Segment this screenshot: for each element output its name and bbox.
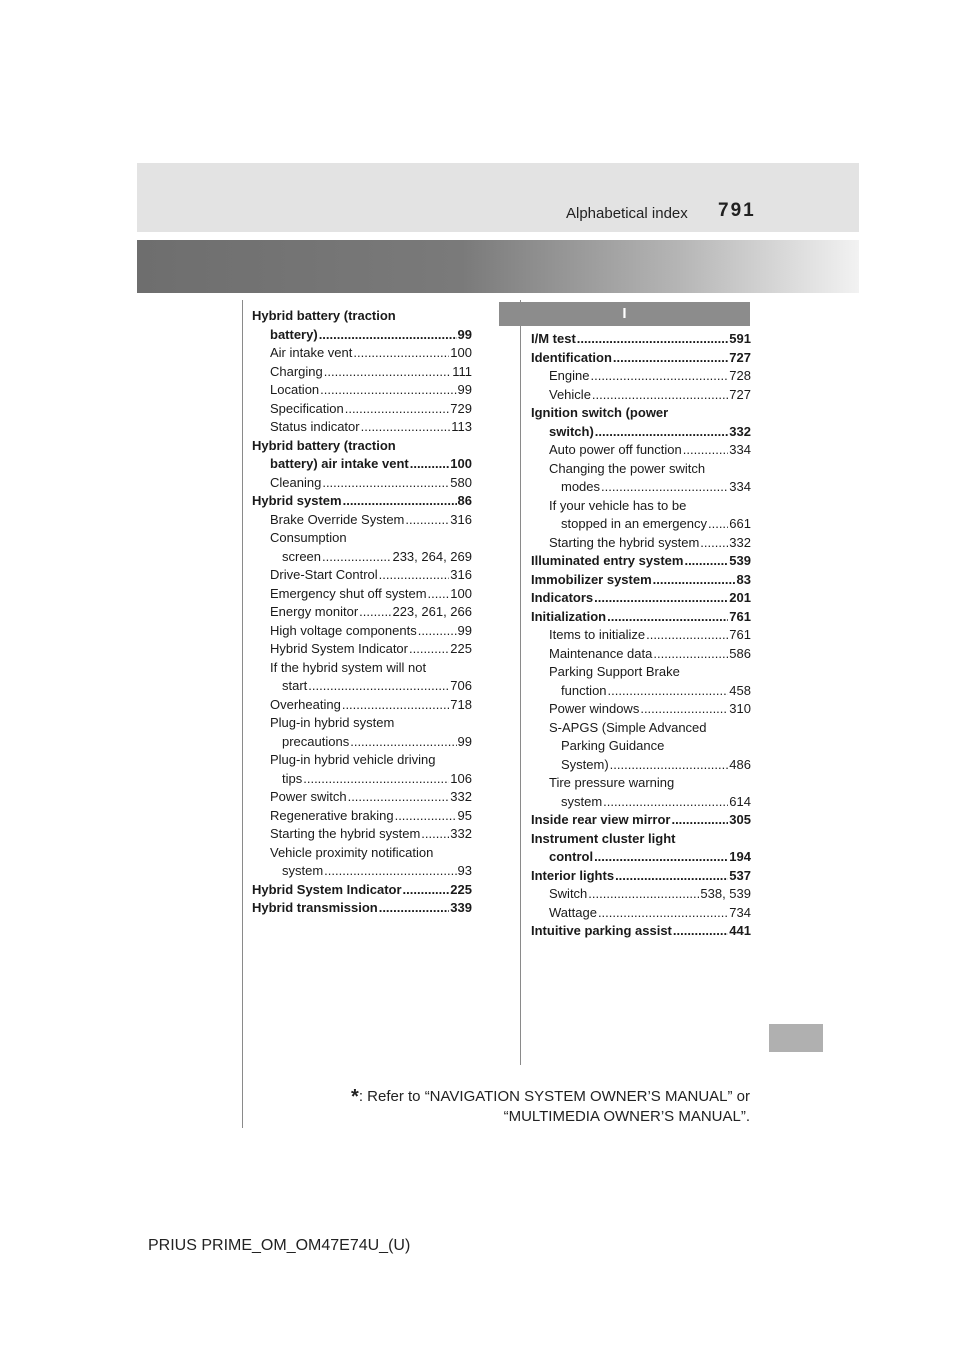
- footnote-line-2: “MULTIMEDIA OWNER’S MANUAL”.: [503, 1108, 750, 1125]
- index-entry-page: 538, 539: [700, 886, 751, 901]
- index-leader-dots: [319, 326, 457, 345]
- index-entry-term: Starting the hybrid system: [270, 826, 421, 841]
- index-entry-term: Hybrid battery (traction: [252, 437, 396, 453]
- index-entry-term: Inside rear view mirror: [531, 812, 671, 827]
- index-entry-term: Changing the power switch: [549, 460, 706, 476]
- index-entry-page: 761: [729, 608, 751, 624]
- index-leader-dots: [577, 330, 729, 349]
- index-leader-dots: [590, 367, 728, 386]
- index-entry: [531, 386, 751, 405]
- index-entry-page: 86: [457, 493, 472, 508]
- index-leader-dots: [403, 881, 450, 900]
- index-entry-page: 310: [729, 701, 751, 716]
- index-letter-header: I: [499, 302, 750, 326]
- index-leader-dots: [395, 807, 457, 826]
- index-entry: [252, 696, 472, 715]
- index-entry: [531, 645, 751, 664]
- index-entry-term: I/M test: [531, 331, 576, 346]
- index-entry-page: 458: [729, 682, 751, 698]
- index-entry: [252, 566, 472, 585]
- index-entry-page: 441: [729, 923, 751, 938]
- index-entry: [252, 862, 472, 881]
- index-entry-page: 332: [450, 826, 472, 841]
- index-entry-page: 761: [729, 627, 751, 642]
- index-entry-term: function: [561, 682, 607, 698]
- index-entry-term: Items to initialize: [549, 627, 646, 642]
- index-entry: [252, 640, 472, 659]
- index-entry-page: 106: [450, 770, 472, 786]
- index-entry-term: Hybrid System Indicator: [270, 641, 408, 656]
- index-entry-term: Identification: [531, 349, 612, 365]
- index-entry-term: Intuitive parking assist: [531, 923, 672, 938]
- index-entry-term: Drive-Start Control: [270, 567, 378, 582]
- index-leader-dots: [671, 811, 728, 830]
- index-entry-term: Hybrid system: [252, 493, 342, 508]
- index-entry-page: 316: [450, 567, 472, 582]
- index-entry-term: Brake Override System: [270, 511, 405, 527]
- index-entry-page: 99: [457, 326, 472, 342]
- index-entry: [531, 793, 751, 812]
- index-entry-page: 83: [736, 571, 751, 587]
- index-entry: [252, 548, 472, 567]
- index-entry: [252, 807, 472, 826]
- chapter-banner: [137, 240, 859, 293]
- index-entry-term: Parking Support Brake: [549, 664, 680, 679]
- index-entry-term: Hybrid battery (traction: [252, 308, 396, 323]
- index-entry: [531, 367, 751, 386]
- index-leader-dots: [684, 552, 728, 571]
- index-leader-dots: [615, 867, 728, 886]
- index-entry: [531, 867, 751, 886]
- index-entry-page: 728: [729, 368, 751, 383]
- index-entry: [252, 400, 472, 419]
- index-leader-dots: [592, 386, 728, 405]
- index-entry-page: 99: [457, 622, 472, 638]
- index-entry: [252, 529, 472, 548]
- index-entry-term: Wattage: [549, 904, 597, 920]
- index-leader-dots: [594, 848, 728, 867]
- index-leader-dots: [410, 455, 450, 474]
- index-entry-term: Emergency shut off system: [270, 585, 427, 601]
- index-entry-term: tips: [282, 770, 303, 786]
- index-leader-dots: [683, 441, 729, 460]
- index-entry: [531, 922, 751, 941]
- index-entry-term: Starting the hybrid system: [549, 534, 700, 550]
- index-entry-term: switch): [549, 423, 594, 439]
- index-entry-term: Vehicle proximity notification: [270, 844, 434, 860]
- index-leader-dots: [421, 825, 449, 844]
- index-leader-dots: [353, 344, 449, 363]
- index-entry-page: 99: [457, 733, 472, 749]
- index-entry: [531, 330, 751, 349]
- index-leader-dots: [320, 381, 456, 400]
- index-entry-page: 305: [729, 812, 751, 827]
- index-leader-dots: [322, 474, 449, 493]
- index-entry: [531, 885, 751, 904]
- index-entry-term: Location: [270, 382, 320, 397]
- index-entry: [252, 622, 472, 641]
- index-entry-page: 591: [729, 331, 751, 346]
- index-entry-term: System): [561, 756, 609, 772]
- index-entry-term: Hybrid transmission: [252, 900, 378, 915]
- footnote-text-1: : Refer to “NAVIGATION SYSTEM OWNER’S MANUAL” or: [358, 1088, 750, 1105]
- index-column-left: [252, 307, 472, 918]
- index-leader-dots: [613, 349, 728, 368]
- index-entry-page: 614: [729, 793, 751, 809]
- index-entry: [531, 737, 751, 756]
- index-entry-term: Regenerative braking: [270, 807, 394, 823]
- index-entry-term: system: [282, 863, 324, 878]
- index-leader-dots: [303, 770, 449, 789]
- index-entry-term: Initialization: [531, 608, 607, 624]
- index-leader-dots: [379, 566, 450, 585]
- index-entry: [531, 756, 751, 775]
- index-entry: [252, 603, 472, 622]
- section-title: Alphabetical index: [566, 205, 688, 222]
- index-leader-dots: [610, 756, 729, 775]
- index-entry-page: 727: [729, 349, 751, 365]
- index-entry-page: 93: [457, 863, 472, 878]
- index-entry-term: Charging: [270, 363, 323, 379]
- index-entry: [252, 492, 472, 511]
- index-entry-term: Auto power off function: [549, 442, 682, 457]
- index-entry-term: Switch: [549, 886, 588, 901]
- index-entry-page: 486: [729, 756, 751, 772]
- index-entry-page: 111: [452, 363, 472, 379]
- index-entry-term: Air intake vent: [270, 345, 353, 360]
- index-entry: [252, 899, 472, 918]
- index-entry: [531, 904, 751, 923]
- index-entry-page: 201: [729, 590, 751, 605]
- index-entry-page: 580: [450, 474, 472, 490]
- index-entry-page: 718: [450, 696, 472, 712]
- index-leader-dots: [324, 862, 456, 881]
- index-entry-term: battery) air intake vent: [270, 456, 409, 471]
- index-entry-term: Cleaning: [270, 474, 322, 490]
- index-leader-dots: [598, 904, 728, 923]
- index-entry-term: Maintenance data: [549, 645, 653, 661]
- index-leader-dots: [640, 700, 728, 719]
- index-entry: [531, 349, 751, 368]
- index-entry-page: 734: [729, 904, 751, 920]
- index-entry: [252, 511, 472, 530]
- index-entry: [252, 788, 472, 807]
- index-entry-term: Power switch: [270, 789, 347, 804]
- index-entry-term: control: [549, 849, 594, 864]
- index-leader-dots: [601, 478, 728, 497]
- index-entry-term: Interior lights: [531, 867, 615, 883]
- index-entry-page: 334: [729, 479, 751, 494]
- index-entry: [531, 497, 751, 516]
- index-leader-dots: [359, 603, 391, 622]
- index-entry-page: 233, 264, 269: [392, 548, 472, 564]
- index-leader-dots: [708, 515, 728, 534]
- index-entry-term: battery): [270, 326, 318, 342]
- index-entry-term: Overheating: [270, 696, 341, 712]
- index-entry-term: Illuminated entry system: [531, 553, 684, 568]
- index-leader-dots: [308, 677, 449, 696]
- index-entry: [252, 677, 472, 696]
- index-entry: [252, 751, 472, 770]
- index-leader-dots: [653, 645, 728, 664]
- index-entry-term: modes: [561, 479, 601, 494]
- index-leader-dots: [345, 400, 450, 419]
- index-entry-page: 225: [450, 641, 472, 656]
- index-entry: [531, 663, 751, 682]
- index-entry: [252, 326, 472, 345]
- index-leader-dots: [350, 733, 456, 752]
- index-entry: [531, 774, 751, 793]
- index-entry-term: stopped in an emergency: [561, 516, 707, 531]
- index-entry-page: 100: [450, 345, 472, 360]
- index-entry: [252, 381, 472, 400]
- index-entry: [531, 811, 751, 830]
- index-leader-dots: [428, 585, 450, 604]
- page-number: 791: [718, 200, 756, 221]
- index-entry: [252, 437, 472, 456]
- index-leader-dots: [700, 534, 728, 553]
- index-entry-term: Vehicle: [549, 386, 591, 402]
- index-entry-term: Power windows: [549, 701, 640, 716]
- index-entry-term: Immobilizer system: [531, 571, 652, 587]
- index-entry: [252, 344, 472, 363]
- index-entry: [531, 682, 751, 701]
- footnote: [351, 1087, 750, 1127]
- index-entry-page: 332: [450, 789, 472, 804]
- index-entry-term: Plug-in hybrid system: [270, 715, 395, 730]
- index-leader-dots: [324, 363, 451, 382]
- index-leader-dots: [607, 608, 728, 627]
- index-leader-dots: [595, 423, 729, 442]
- index-leader-dots: [322, 548, 391, 567]
- index-entry-term: Instrument cluster light: [531, 830, 676, 846]
- index-entry: [252, 770, 472, 789]
- index-column-right: [531, 330, 751, 941]
- index-entry: [531, 478, 751, 497]
- index-entry: [252, 844, 472, 863]
- index-entry: [531, 423, 751, 442]
- index-entry-page: 706: [450, 678, 472, 693]
- index-entry-page: 316: [450, 511, 472, 527]
- index-entry: [531, 460, 751, 479]
- index-entry: [531, 848, 751, 867]
- index-entry-term: Indicators: [531, 590, 594, 605]
- index-entry: [531, 534, 751, 553]
- footnote-marker: *: [351, 1086, 359, 1108]
- index-entry-page: 95: [457, 807, 472, 823]
- index-entry-term: start: [282, 678, 308, 693]
- index-entry-term: Parking Guidance: [561, 738, 665, 753]
- index-entry: [252, 363, 472, 382]
- index-entry-term: Hybrid System Indicator: [252, 881, 402, 897]
- index-entry: [531, 719, 751, 738]
- index-entry-page: 586: [729, 645, 751, 661]
- index-entry-term: If the hybrid system will not: [270, 659, 427, 675]
- index-leader-dots: [603, 793, 728, 812]
- index-entry-term: Plug-in hybrid vehicle driving: [270, 752, 436, 767]
- index-entry-page: 225: [450, 881, 472, 897]
- index-entry-page: 339: [450, 900, 472, 915]
- index-entry: [531, 608, 751, 627]
- index-entry: [531, 552, 751, 571]
- index-leader-dots: [348, 788, 450, 807]
- index-entry-term: S-APGS (Simple Advanced: [549, 719, 707, 735]
- index-entry: [531, 441, 751, 460]
- index-leader-dots: [379, 899, 450, 918]
- index-leader-dots: [588, 885, 699, 904]
- index-entry-page: 537: [729, 867, 751, 883]
- index-entry: [252, 455, 472, 474]
- footnote-line-1: [351, 1087, 750, 1107]
- index-entry: [531, 515, 751, 534]
- index-entry-page: 727: [729, 386, 751, 402]
- index-entry-term: If your vehicle has to be: [549, 497, 687, 513]
- index-entry: [252, 418, 472, 437]
- index-entry: [531, 589, 751, 608]
- index-leader-dots: [409, 640, 449, 659]
- index-entry-term: High voltage components: [270, 622, 417, 638]
- index-leader-dots: [653, 571, 736, 590]
- index-entry-page: 100: [450, 456, 472, 471]
- index-entry-page: 661: [729, 516, 751, 531]
- index-leader-dots: [673, 922, 728, 941]
- index-entry: [252, 659, 472, 678]
- index-entry: [531, 626, 751, 645]
- index-entry: [252, 585, 472, 604]
- index-entry: [252, 733, 472, 752]
- index-entry-page: 539: [729, 553, 751, 568]
- index-entry-page: 729: [450, 400, 472, 416]
- index-entry-term: screen: [282, 548, 322, 564]
- index-entry-term: Engine: [549, 368, 590, 383]
- index-entry-term: Status indicator: [270, 419, 360, 434]
- index-entry-page: 334: [729, 442, 751, 457]
- index-leader-dots: [342, 696, 449, 715]
- document-code: PRIUS PRIME_OM_OM47E74U_(U): [148, 1237, 411, 1254]
- index-entry-page: 194: [729, 849, 751, 864]
- index-entry-term: Tire pressure warning: [549, 775, 675, 790]
- index-entry: [531, 830, 751, 849]
- index-entry-page: 113: [451, 419, 472, 434]
- index-leader-dots: [343, 492, 457, 511]
- index-entry: [531, 700, 751, 719]
- index-leader-dots: [608, 682, 729, 701]
- index-leader-dots: [405, 511, 449, 530]
- index-entry: [531, 404, 751, 423]
- index-entry: [252, 307, 472, 326]
- index-entry-page: 99: [457, 382, 472, 397]
- column-divider-middle: [520, 300, 521, 1065]
- index-entry-term: precautions: [282, 733, 350, 749]
- column-divider-left: [242, 300, 243, 1128]
- index-entry-term: Energy monitor: [270, 604, 359, 619]
- index-entry: [252, 474, 472, 493]
- index-entry-term: system: [561, 793, 603, 809]
- index-entry-page: 332: [729, 534, 751, 550]
- index-entry-term: Consumption: [270, 530, 347, 545]
- index-entry-page: 100: [450, 585, 472, 601]
- index-entry-term: Ignition switch (power: [531, 405, 669, 420]
- index-entry-page: 223, 261, 266: [392, 604, 472, 619]
- index-entry: [531, 571, 751, 590]
- index-entry: [252, 714, 472, 733]
- index-leader-dots: [418, 622, 457, 641]
- index-entry: [252, 881, 472, 900]
- index-leader-dots: [646, 626, 728, 645]
- index-entry-term: Specification: [270, 400, 344, 416]
- index-leader-dots: [361, 418, 451, 437]
- index-entry: [252, 825, 472, 844]
- index-entry-page: 332: [729, 423, 751, 439]
- thumb-index-tab: [769, 1024, 823, 1052]
- index-leader-dots: [594, 589, 728, 608]
